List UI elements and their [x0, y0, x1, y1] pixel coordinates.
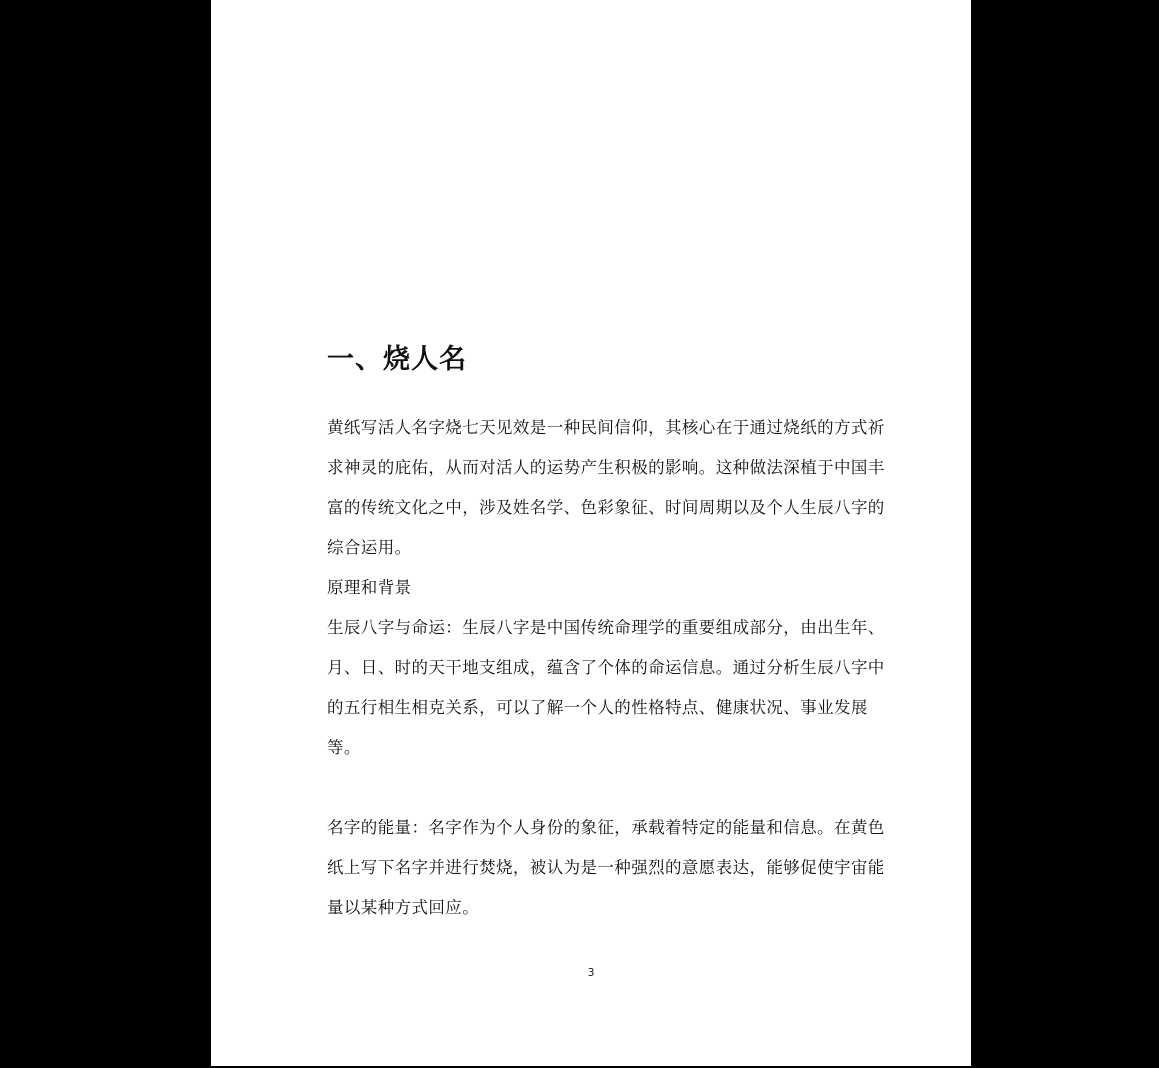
document-page: [211, 0, 971, 1066]
paragraph-intro: 黄纸写活人名字烧七天见效是一种民间信仰，其核心在于通过烧纸的方式祈求神灵的庇佑，从而对活人的运势产生积极的影响。这种做法深植于中国丰富的传统文化之中，涉及姓名学、色彩象征、时间周期以及个人生辰八字的综合运用。: [327, 418, 885, 557]
subheading-principle: 原理和背景: [327, 578, 412, 597]
page-number: 3: [587, 966, 595, 979]
section-heading: 一、烧人名: [327, 344, 467, 375]
page-content: [327, 338, 887, 928]
paragraph-name-energy: 名字的能量：名字作为个人身份的象征，承载着特定的能量和信息。在黄色纸上写下名字并进行焚烧，被认为是一种强烈的意愿表达，能够促使宇宙能量以某种方式回应。: [327, 818, 885, 917]
paragraph-bazi: 生辰八字与命运：生辰八字是中国传统命理学的重要组成部分，由出生年、月、日、时的天干地支组成，蕴含了个体的命运信息。通过分析生辰八字中的五行相生相克关系，可以了解一个人的性格特点、健康状况、事业发展等。: [327, 618, 885, 757]
